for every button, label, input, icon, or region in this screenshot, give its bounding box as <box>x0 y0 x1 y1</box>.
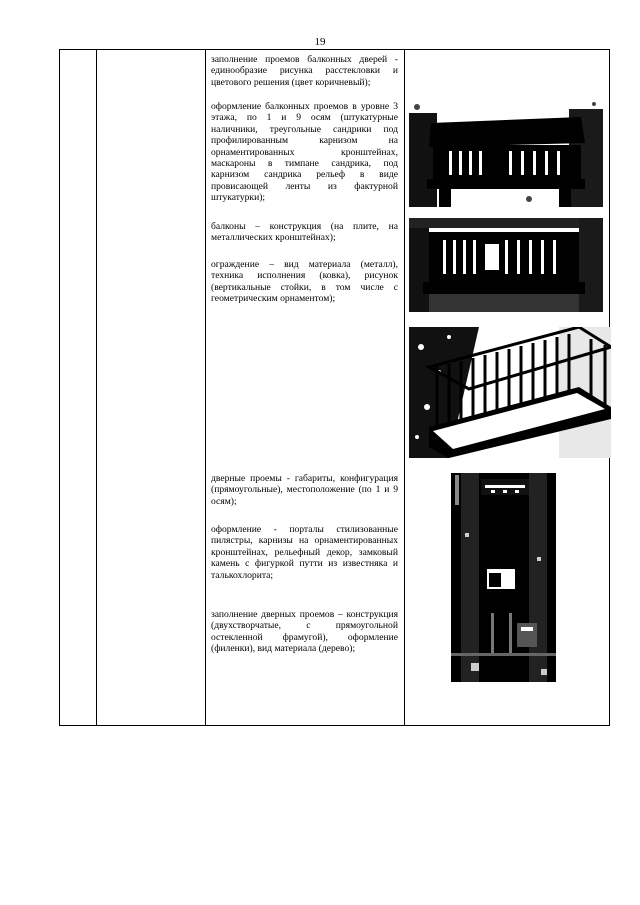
text-door-openings: дверные проемы - габариты, конфигурация (прямоугольные), местоположение (по 1 и 9 осям); <box>211 473 398 507</box>
page-number: 19 <box>314 36 326 48</box>
balcony-photo-1 <box>409 99 603 207</box>
balcony-photo-2 <box>409 218 603 312</box>
balcony-railing-photo <box>409 327 611 458</box>
column-divider <box>404 50 405 725</box>
door-portal-photo <box>451 473 556 682</box>
text-balcony-construction: балконы – конструкция (на плите, на металлических кронштейнах); <box>211 221 398 244</box>
text-balcony-railing: ограждение – вид материала (металл), техника исполнения (ковка), рисунок (вертикальные стойки, в том числе с геометрическим орнаментом); <box>211 259 398 305</box>
heritage-table <box>59 49 610 726</box>
column-divider <box>96 50 97 725</box>
text-door-portal-decor: оформление - порталы стилизованные пилястры, карнизы на орнаментированных кронштейнах, рельефный декор, замковый камень с фигуркой путти из известняка и талькохлорита; <box>211 524 398 581</box>
column-divider <box>205 50 206 725</box>
text-balcony-door-fill: заполнение проемов балконных дверей - единообразие рисунка расстекловки и цветового решения (цвет коричневый); <box>211 54 398 88</box>
text-door-fill: заполнение дверных проемов – конструкция (двухстворчатые, с прямоугольной остекленной фрамугой), оформление (филенки), вид материала (дерево); <box>211 609 398 655</box>
text-balcony-opening-decor: оформление балконных проемов в уровне 3 этажа, по 1 и 9 осям (штукатурные наличники, треугольные сандрики под профилированным карнизом на орнаментированных кронштейнах, маскароны в тимпане сандрика, под карнизом сандрика рельеф в виде провисающей ленты из фактурной штукатурки); <box>211 101 398 204</box>
